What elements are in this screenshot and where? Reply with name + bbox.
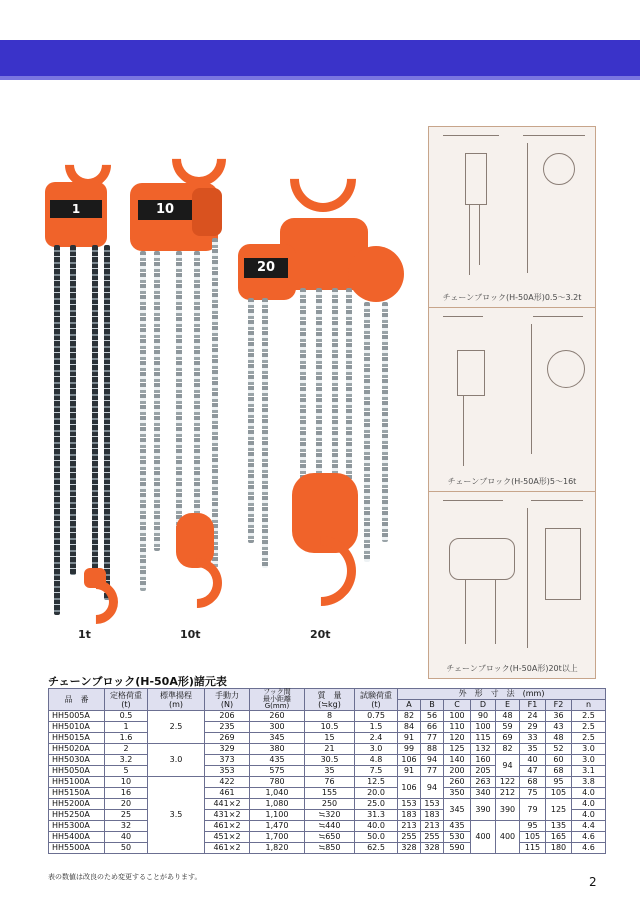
cell-hook: 575	[250, 766, 305, 777]
cell-weight: 21	[305, 744, 355, 755]
cell-a: 82	[398, 711, 421, 722]
cell-d: 115	[471, 733, 496, 744]
cell-weight: 76	[305, 777, 355, 788]
table-row	[49, 788, 606, 799]
diagram-line	[523, 135, 585, 136]
cell-f1: 75	[520, 788, 546, 799]
load-chain-a-20t	[300, 288, 306, 488]
hand-chain-b-20t	[262, 298, 268, 568]
hand-chain-left-10t	[140, 251, 146, 591]
cell-weight: ≒440	[305, 821, 355, 832]
cell-c: 110	[444, 722, 471, 733]
cell-model: HH5100A	[49, 777, 105, 788]
hand-chain-mid-1t	[70, 245, 76, 575]
cell-c: 350	[444, 788, 471, 799]
cell-hook: 1,080	[250, 799, 305, 810]
cell-weight: 15	[305, 733, 355, 744]
cell-capacity: 32	[105, 821, 148, 832]
header-weight: 質 量 (≒kg)	[305, 689, 355, 711]
table-row	[49, 755, 606, 766]
diagram-line	[463, 396, 464, 466]
cell-test: 0.75	[355, 711, 398, 722]
cell-a: 91	[398, 733, 421, 744]
cell-c: 100	[444, 711, 471, 722]
cell-n: 3.0	[572, 744, 606, 755]
header-dim-b: B	[421, 700, 444, 711]
cell-d: 390	[471, 799, 496, 821]
dimension-diagram-small	[428, 126, 596, 308]
cell-test: 62.5	[355, 843, 398, 854]
spec-table-title: チェーンブロック(H-50A形)諸元表	[48, 675, 227, 688]
cell-d: 132	[471, 744, 496, 755]
cell-test: 4.8	[355, 755, 398, 766]
cell-a: 213	[398, 821, 421, 832]
header-dim-f2: F2	[546, 700, 572, 711]
header-dim-e: E	[496, 700, 520, 711]
cell-test: 3.0	[355, 744, 398, 755]
cell-e: 59	[496, 722, 520, 733]
cell-pull: 461×2	[205, 843, 250, 854]
cell-f2: 135	[546, 821, 572, 832]
cell-b: 77	[421, 766, 444, 777]
table-row	[49, 711, 606, 722]
cell-d: 90	[471, 711, 496, 722]
cell-test: 2.4	[355, 733, 398, 744]
cell-lift: 3.0	[148, 744, 205, 777]
cell-e: 69	[496, 733, 520, 744]
cell-c: 345	[444, 799, 471, 821]
cell-test: 25.0	[355, 799, 398, 810]
cell-b: 56	[421, 711, 444, 722]
cell-hook: 1,470	[250, 821, 305, 832]
cell-weight: 30.5	[305, 755, 355, 766]
diagram-line	[527, 143, 528, 273]
cell-f2: 165	[546, 832, 572, 843]
cell-weight: ≒850	[305, 843, 355, 854]
cell-capacity: 20	[105, 799, 148, 810]
cell-weight: 155	[305, 788, 355, 799]
cell-n: 4.0	[572, 788, 606, 799]
cell-weight: ≒320	[305, 810, 355, 821]
cell-b: 77	[421, 733, 444, 744]
cell-e: 212	[496, 788, 520, 799]
table-row	[49, 766, 606, 777]
cell-hook: 1,820	[250, 843, 305, 854]
hand-chain-right-1t	[104, 245, 110, 600]
cell-n: 4.4	[572, 821, 606, 832]
cell-c: 530	[444, 832, 471, 843]
cell-c: 140	[444, 755, 471, 766]
cell-f2: 52	[546, 744, 572, 755]
header-band	[0, 40, 640, 76]
header-dim-c: C	[444, 700, 471, 711]
cell-c: 120	[444, 733, 471, 744]
cell-model: HH5250A	[49, 810, 105, 821]
dimension-diagram-medium	[428, 307, 596, 492]
spec-table	[48, 688, 606, 854]
diagram-line	[495, 580, 496, 644]
cell-a: 91	[398, 766, 421, 777]
cell-n: 3.1	[572, 766, 606, 777]
cell-n: 3.8	[572, 777, 606, 788]
cell-capacity: 40	[105, 832, 148, 843]
cell-f2: 36	[546, 711, 572, 722]
header-capacity: 定格荷重 (t)	[105, 689, 148, 711]
cell-b: 153	[421, 799, 444, 810]
load-chain-d-20t	[346, 288, 352, 483]
cell-pull: 353	[205, 766, 250, 777]
cell-hook: 780	[250, 777, 305, 788]
cell-n: 4.0	[572, 799, 606, 810]
cell-test: 7.5	[355, 766, 398, 777]
cell-capacity: 5	[105, 766, 148, 777]
diagram-caption-small: チェーンブロック(H-50A形)0.5〜3.2t	[442, 293, 582, 302]
cell-b: 94	[421, 755, 444, 766]
cell-a: 183	[398, 810, 421, 821]
header-pull: 手動力 (N)	[205, 689, 250, 711]
diagram-line	[543, 153, 575, 185]
hand-chain-a-20t	[248, 298, 254, 543]
cell-e: 82	[496, 744, 520, 755]
top-hook-20t	[276, 132, 369, 225]
cell-f2: 125	[546, 799, 572, 821]
cell-f1: 24	[520, 711, 546, 722]
cell-f1: 35	[520, 744, 546, 755]
hand-chain-c-20t	[364, 302, 370, 562]
cell-a: 328	[398, 843, 421, 854]
cell-e: 48	[496, 711, 520, 722]
cell-c: 125	[444, 744, 471, 755]
cell-capacity: 3.2	[105, 755, 148, 766]
cell-a: 106	[398, 755, 421, 766]
cell-test: 20.0	[355, 788, 398, 799]
cell-c: 200	[444, 766, 471, 777]
cell-capacity: 0.5	[105, 711, 148, 722]
hand-chain-left-1t	[54, 245, 60, 615]
cell-f1: 95	[520, 821, 546, 832]
diagram-caption-medium: チェーンブロック(H-50A形)5〜16t	[447, 477, 577, 486]
cell-a: 84	[398, 722, 421, 733]
cell-hook: 1,040	[250, 788, 305, 799]
cell-model: HH5400A	[49, 832, 105, 843]
cell-d: 263	[471, 777, 496, 788]
cell-weight: ≒650	[305, 832, 355, 843]
cell-f2: 68	[546, 766, 572, 777]
cell-n: 4.0	[572, 810, 606, 821]
cell-pull: 373	[205, 755, 250, 766]
load-chain-c-20t	[332, 288, 338, 488]
cell-f2: 95	[546, 777, 572, 788]
table-row	[49, 733, 606, 744]
hand-chain-right-10t	[212, 238, 218, 568]
cell-f2: 43	[546, 722, 572, 733]
cell-pull: 461×2	[205, 821, 250, 832]
cell-c: 435	[444, 821, 471, 832]
header-test-load: 試験荷重 (t)	[355, 689, 398, 711]
cell-model: HH5150A	[49, 788, 105, 799]
cell-c: 260	[444, 777, 471, 788]
cell-c: 590	[444, 843, 471, 854]
bottom-hook-1t	[65, 571, 127, 633]
hoist-photo-20t	[236, 138, 406, 618]
photo-caption-20t: 20t	[310, 628, 331, 641]
load-chain-c-10t	[194, 251, 200, 521]
cell-hook: 300	[250, 722, 305, 733]
cell-f1: 29	[520, 722, 546, 733]
header-dim-n: n	[572, 700, 606, 711]
cell-pull: 431×2	[205, 810, 250, 821]
table-footnote: 表の数値は改良のため変更することがあります。	[48, 873, 202, 881]
photo-caption-10t: 10t	[180, 628, 201, 641]
cell-f1: 115	[520, 843, 546, 854]
diagram-line	[457, 350, 485, 396]
cell-capacity: 16	[105, 788, 148, 799]
table-row	[49, 832, 606, 843]
cell-hook: 1,100	[250, 810, 305, 821]
cell-n: 3.0	[572, 755, 606, 766]
cell-capacity: 25	[105, 810, 148, 821]
header-lift: 標準揚程 (m)	[148, 689, 205, 711]
cell-pull: 329	[205, 744, 250, 755]
diagram-line	[527, 508, 528, 648]
dimension-diagram-large	[428, 491, 596, 679]
diagram-line	[465, 580, 466, 644]
cell-weight: 10.5	[305, 722, 355, 733]
cell-f2: 105	[546, 788, 572, 799]
diagram-drawing-small	[435, 133, 589, 287]
cell-capacity: 2	[105, 744, 148, 755]
photo-caption-1t: 1t	[78, 628, 91, 641]
diagram-line	[443, 135, 499, 136]
header-model: 品 番	[49, 689, 105, 711]
diagram-line	[469, 205, 470, 275]
cell-e: 94	[496, 755, 520, 777]
diagram-line	[547, 350, 585, 388]
cell-pull: 422	[205, 777, 250, 788]
capacity-plate-1t: 1	[50, 200, 102, 218]
cell-test: 50.0	[355, 832, 398, 843]
diagram-line	[531, 500, 583, 501]
capacity-plate-10t: 10	[138, 200, 192, 220]
cell-test: 40.0	[355, 821, 398, 832]
cell-n: 2.5	[572, 711, 606, 722]
load-chain-b-10t	[176, 251, 182, 531]
top-margin	[0, 0, 640, 40]
cell-model: HH5010A	[49, 722, 105, 733]
load-chain-1t	[92, 245, 98, 570]
table-row	[49, 777, 606, 788]
diagram-line	[443, 500, 503, 501]
hoist-photo-10t	[128, 128, 238, 618]
cell-b: 88	[421, 744, 444, 755]
cell-capacity: 1	[105, 722, 148, 733]
diagram-line	[449, 538, 515, 580]
cell-n: 2.5	[572, 733, 606, 744]
diagram-line	[479, 205, 480, 265]
cell-f2: 48	[546, 733, 572, 744]
capacity-plate-20t: 20	[244, 258, 288, 278]
cell-f1: 68	[520, 777, 546, 788]
cell-a: 106	[398, 777, 421, 799]
cell-weight: 8	[305, 711, 355, 722]
diagram-line	[545, 528, 581, 600]
cell-e: 390	[496, 799, 520, 821]
gear-case-10t	[192, 188, 222, 236]
table-row	[49, 722, 606, 733]
cell-f2: 180	[546, 843, 572, 854]
cell-f1: 79	[520, 799, 546, 821]
diagram-line	[465, 153, 487, 205]
header-dim-f1: F1	[520, 700, 546, 711]
cell-model: HH5020A	[49, 744, 105, 755]
cell-f1: 40	[520, 755, 546, 766]
bottom-hook-10t	[162, 548, 233, 619]
cell-d: 160	[471, 755, 496, 766]
load-chain-b-20t	[316, 288, 322, 483]
cell-b: 94	[421, 777, 444, 799]
cell-test: 12.5	[355, 777, 398, 788]
cell-capacity: 1.6	[105, 733, 148, 744]
cell-b: 66	[421, 722, 444, 733]
cell-d: 205	[471, 766, 496, 777]
header-dim-d: D	[471, 700, 496, 711]
cell-lift: 2.5	[148, 711, 205, 744]
hoist-body-right-20t	[348, 246, 404, 302]
cell-model: HH5300A	[49, 821, 105, 832]
cell-weight: 35	[305, 766, 355, 777]
cell-f1: 105	[520, 832, 546, 843]
table-row	[49, 843, 606, 854]
hand-chain-d-20t	[382, 302, 388, 542]
table-row	[49, 799, 606, 810]
cell-model: HH5050A	[49, 766, 105, 777]
cell-f1: 33	[520, 733, 546, 744]
cell-test: 1.5	[355, 722, 398, 733]
header-dimensions: 外 形 寸 法 (mm)	[398, 689, 606, 700]
cell-pull: 461	[205, 788, 250, 799]
cell-b: 183	[421, 810, 444, 821]
diagram-line	[443, 316, 483, 317]
table-row	[49, 744, 606, 755]
cell-hook: 1,700	[250, 832, 305, 843]
table-row	[49, 821, 606, 832]
cell-n: 2.5	[572, 722, 606, 733]
cell-hook: 260	[250, 711, 305, 722]
cell-model: HH5030A	[49, 755, 105, 766]
cell-capacity: 50	[105, 843, 148, 854]
cell-pull: 451×2	[205, 832, 250, 843]
cell-hook: 345	[250, 733, 305, 744]
cell-a: 99	[398, 744, 421, 755]
cell-a: 255	[398, 832, 421, 843]
cell-n: 4.6	[572, 832, 606, 843]
cell-d: 340	[471, 788, 496, 799]
diagram-drawing-medium	[435, 314, 589, 471]
cell-e: 122	[496, 777, 520, 788]
cell-d: 100	[471, 722, 496, 733]
page-number: 2	[589, 875, 597, 889]
cell-model: HH5005A	[49, 711, 105, 722]
load-chain-a-10t	[154, 251, 160, 551]
cell-d: 400	[471, 821, 496, 854]
cell-b: 213	[421, 821, 444, 832]
cell-e: 400	[496, 821, 520, 854]
cell-pull: 269	[205, 733, 250, 744]
diagram-line	[533, 316, 583, 317]
cell-capacity: 10	[105, 777, 148, 788]
cell-hook: 380	[250, 744, 305, 755]
cell-b: 255	[421, 832, 444, 843]
header-hook-distance: フック間 最小距離 G(mm)	[250, 689, 305, 711]
cell-model: HH5015A	[49, 733, 105, 744]
diagram-caption-large: チェーンブロック(H-50A形)20t以上	[446, 664, 578, 673]
cell-a: 153	[398, 799, 421, 810]
cell-model: HH5500A	[49, 843, 105, 854]
diagram-line	[531, 324, 532, 454]
cell-pull: 235	[205, 722, 250, 733]
cell-f1: 47	[520, 766, 546, 777]
cell-hook: 435	[250, 755, 305, 766]
cell-n: 4.6	[572, 843, 606, 854]
hoist-photo-1t	[40, 140, 125, 620]
diagram-drawing-large	[435, 498, 589, 658]
cell-weight: 250	[305, 799, 355, 810]
cell-model: HH5200A	[49, 799, 105, 810]
cell-f2: 60	[546, 755, 572, 766]
cell-b: 328	[421, 843, 444, 854]
cell-pull: 441×2	[205, 799, 250, 810]
cell-pull: 206	[205, 711, 250, 722]
cell-test: 31.3	[355, 810, 398, 821]
header-dim-a: A	[398, 700, 421, 711]
cell-lift: 3.5	[148, 777, 205, 854]
